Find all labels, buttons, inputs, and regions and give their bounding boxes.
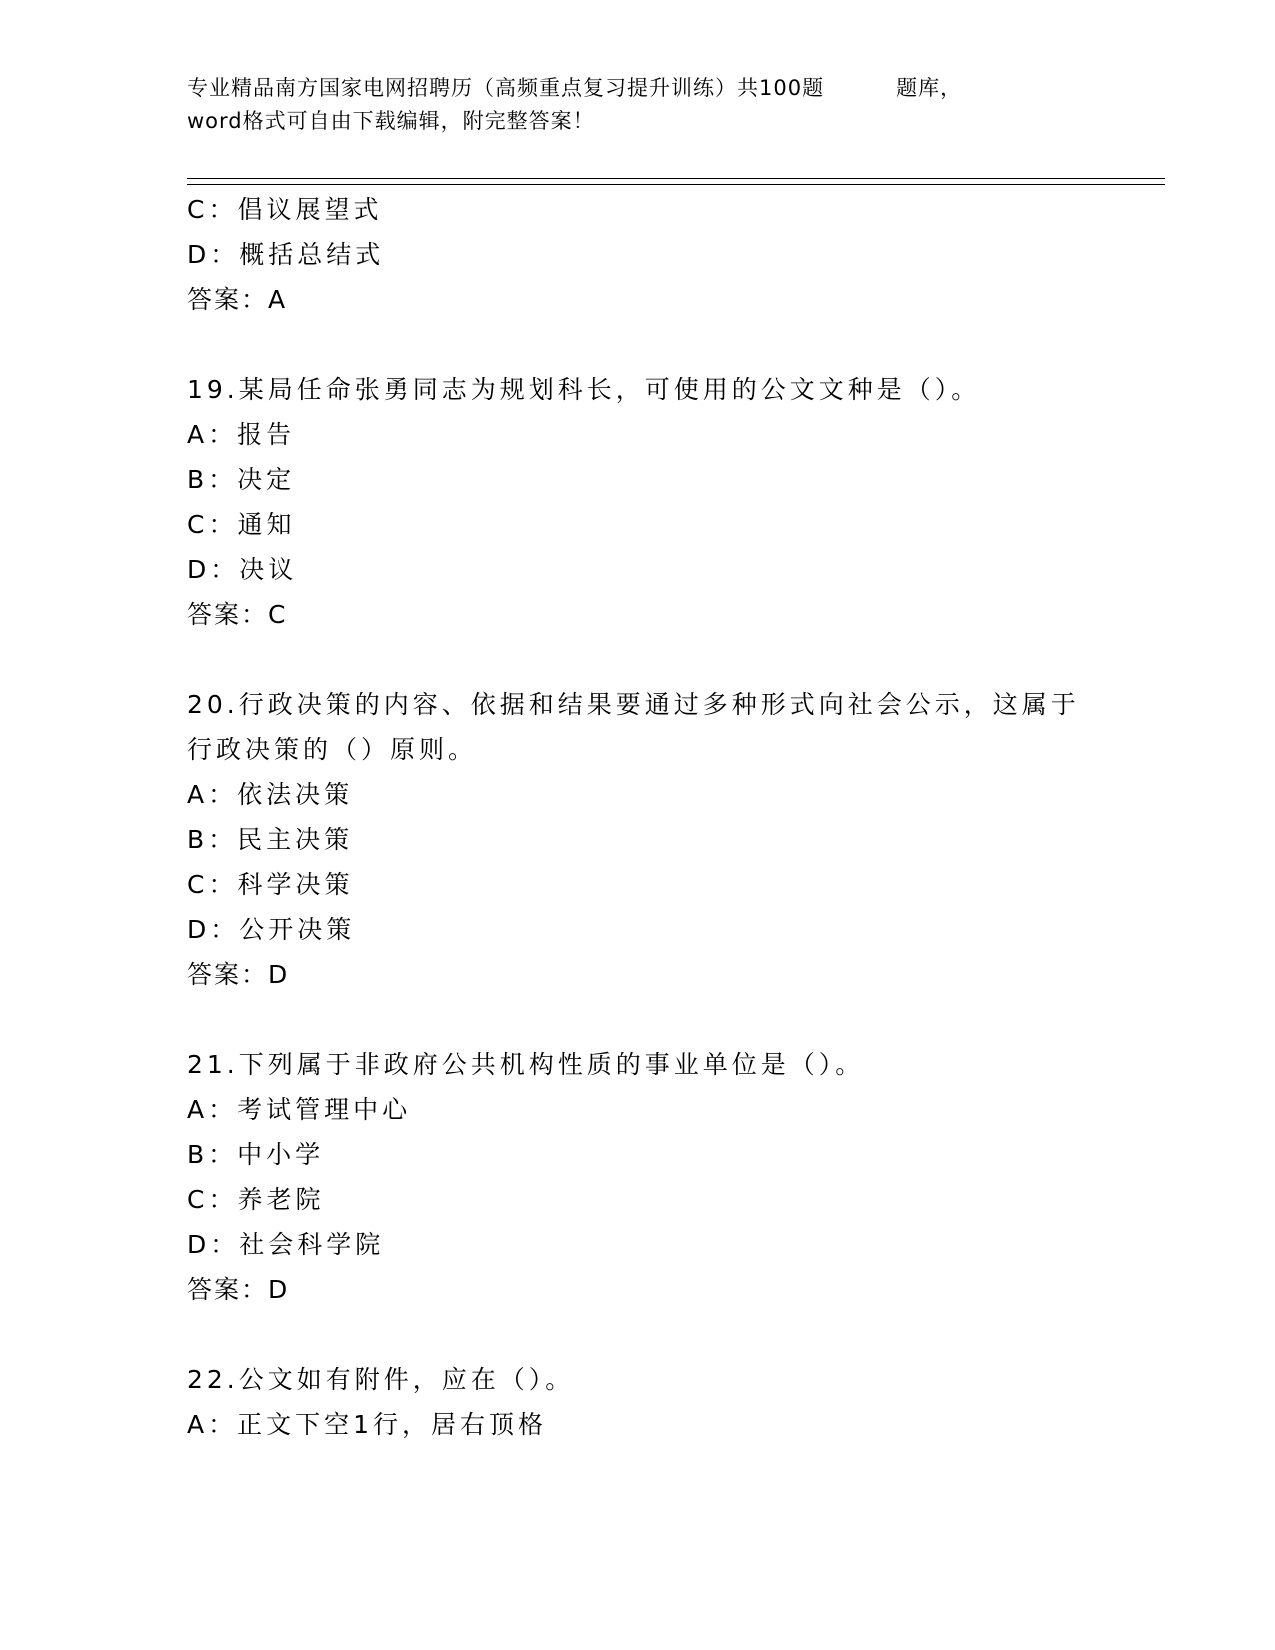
- header-line-1: [187, 72, 1087, 105]
- option-d: D：决议: [187, 555, 298, 584]
- header-divider: [187, 178, 1165, 179]
- answer-line: [187, 283, 285, 317]
- option-b: B：决定: [187, 465, 296, 494]
- question-stem: 22.公文如有附件，应在（）。: [187, 1365, 575, 1394]
- document-header: [187, 72, 1087, 138]
- header-line-2: word格式可自由下载编辑，附完整答案！: [187, 109, 595, 133]
- option-d: D：概括总结式: [187, 240, 385, 269]
- option-c: C：倡议展望式: [187, 195, 383, 224]
- answer-value: D: [268, 1275, 288, 1304]
- header-title: 专业精品南方国家电网招聘历（高频重点复习提升训练）共100题: [187, 76, 825, 100]
- answer-value: A: [268, 285, 286, 314]
- option-a: A：正文下空1行，居右顶格: [187, 1410, 548, 1439]
- option-a: A：考试管理中心: [187, 1095, 412, 1124]
- option-d: D：公开决策: [187, 915, 356, 944]
- option-a: A：依法决策: [187, 780, 354, 809]
- header-divider-second: [187, 184, 1165, 185]
- option-c: C：通知: [187, 510, 296, 539]
- answer-label: 答案：: [187, 600, 269, 629]
- answer-line: [187, 598, 285, 632]
- question-stem: 21.下列属于非政府公共机构性质的事业单位是（）。: [187, 1050, 865, 1079]
- answer-value: C: [268, 600, 286, 629]
- option-c: C：科学决策: [187, 870, 354, 899]
- question-stem: 19.某局任命张勇同志为规划科长，可使用的公文文种是（）。: [187, 375, 981, 404]
- answer-value: D: [268, 960, 288, 989]
- option-b: B：中小学: [187, 1140, 325, 1169]
- answer-label: 答案：: [187, 285, 269, 314]
- answer-label: 答案：: [187, 1275, 269, 1304]
- option-b: B：民主决策: [187, 825, 354, 854]
- option-c: C：养老院: [187, 1185, 325, 1214]
- answer-line: [187, 958, 287, 992]
- answer-label: 答案：: [187, 960, 269, 989]
- header-title-suffix: 题库，: [896, 76, 963, 100]
- question-stem-continued: 行政决策的（）原则。: [187, 735, 478, 764]
- question-stem: 20.行政决策的内容、依据和结果要通过多种形式向社会公示，这属于: [187, 690, 1080, 719]
- option-d: D：社会科学院: [187, 1230, 385, 1259]
- option-a: A：报告: [187, 420, 296, 449]
- answer-line: [187, 1273, 287, 1307]
